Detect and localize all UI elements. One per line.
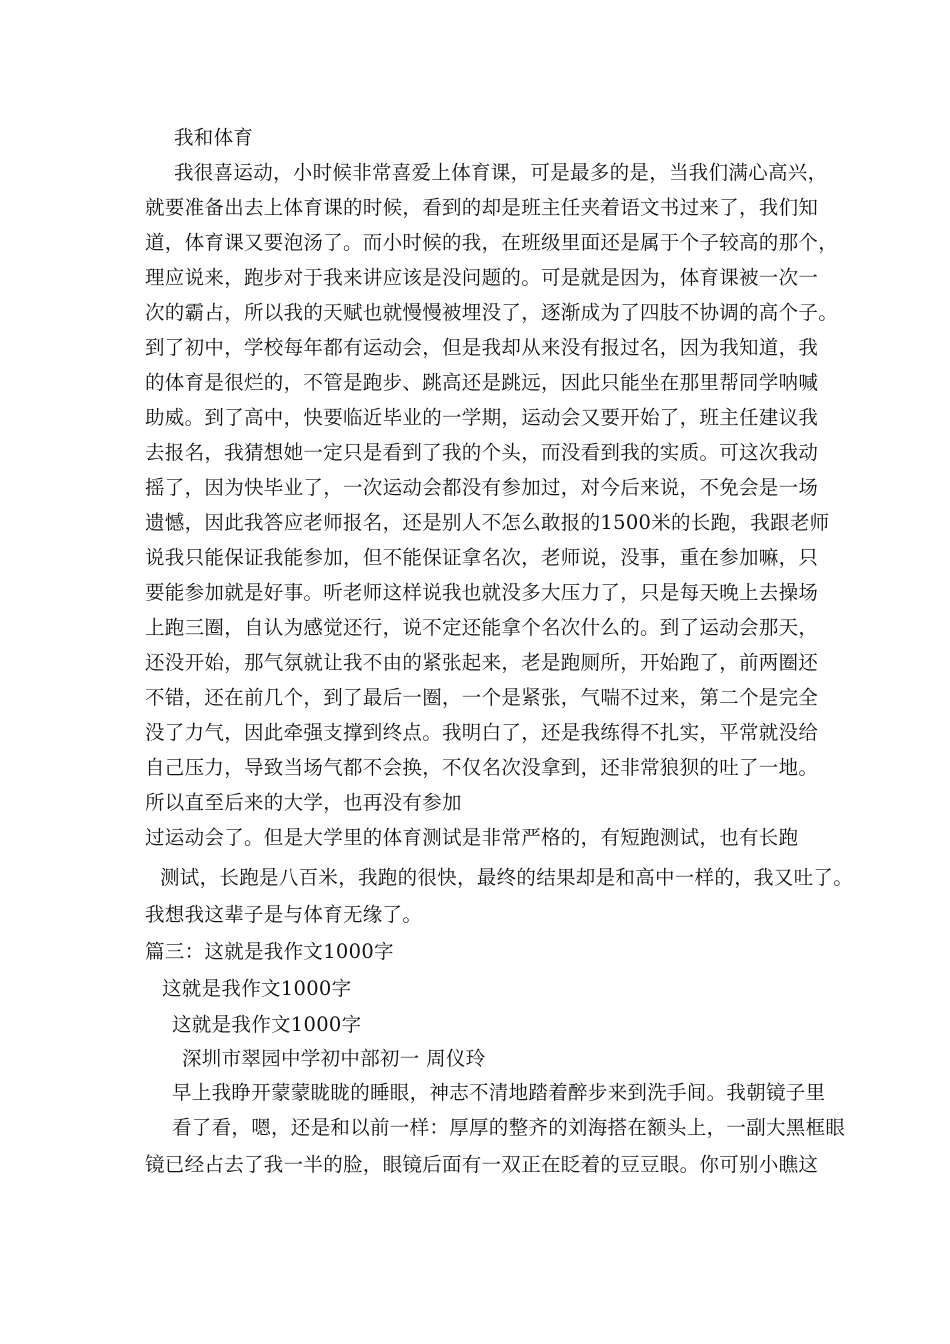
paragraph-line: 要能参加就是好事。听老师这样说我也就没多大压力了，只是每天晚上去操场 (145, 581, 819, 604)
paragraph-line: 助威。到了高中，快要临近毕业的一学期，运动会又要开始了，班主任建议我 (145, 406, 819, 429)
paragraph-line: 我很喜运动，小时候非常喜爱上体育课，可是最多的是，当我们满心高兴， (174, 161, 828, 184)
essay-title: 这就是我作文1000字 (172, 1013, 362, 1036)
paragraph-line: 说我只能保证我能参加，但不能保证拿名次，老师说，没事，重在参加嘛，只 (145, 546, 819, 569)
paragraph-line: 理应说来，跑步对于我来讲应该是没问题的。可是就是因为，体育课被一次一 (145, 266, 819, 289)
paragraph-line: 摇了，因为快毕业了，一次运动会都没有参加过，对今后来说，不免会是一场 (145, 476, 819, 499)
essay-title: 我和体育 (174, 126, 254, 149)
paragraph-line: 测试，长跑是八百米，我跑的很快，最终的结果却是和高中一样的，我又吐了。 (160, 866, 854, 889)
paragraph-line: 还没开始，那气氛就让我不由的紧张起来，老是跑厕所，开始跑了，前两圈还 (145, 651, 819, 674)
paragraph-line: 去报名，我猜想她一定只是看到了我的个头，而没看到我的实质。可这次我动 (145, 441, 819, 464)
paragraph-line: 的体育是很烂的，不管是跑步、跳高还是跳远，因此只能坐在那里帮同学呐喊 (145, 371, 819, 394)
paragraph-line: 到了初中，学校每年都有运动会，但是我却从来没有报过名，因为我知道，我 (145, 336, 819, 359)
paragraph-line: 道，体育课又要泡汤了。而小时候的我，在班级里面还是属于个子较高的那个， (145, 231, 839, 254)
paragraph-line: 看了看，嗯，还是和以前一样：厚厚的整齐的刘海搭在额头上，一副大黑框眼 (172, 1116, 846, 1139)
paragraph-line: 上跑三圈，自认为感觉还行，说不定还能拿个名次什么的。到了运动会那天， (145, 616, 819, 639)
paragraph-line: 次的霸占，所以我的天赋也就慢慢被埋没了，逐渐成为了四肢不协调的高个子。 (145, 301, 839, 324)
paragraph-line: 没了力气，因此牵强支撑到终点。我明白了，还是我练得不扎实，平常就没给 (145, 721, 819, 744)
paragraph-line: 镜已经占去了我一半的脸，眼镜后面有一双正在眨着的豆豆眼。你可别小瞧这 (145, 1153, 819, 1176)
paragraph-line: 自己压力，导致当场气都不会换，不仅名次没拿到，还非常狼狈的吐了一地。 (145, 756, 819, 779)
paragraph-line: 过运动会了。但是大学里的体育测试是非常严格的，有短跑测试，也有长跑 (145, 826, 799, 849)
section-heading: 这就是我作文1000字 (162, 977, 352, 1000)
author-line: 早上我睁开蒙蒙眬眬的睡眼，神志不清地踏着醉步来到洗手间。我朝镜子里 (172, 1081, 826, 1104)
paragraph-line: 篇三：这就是我作文1000字 (145, 940, 394, 963)
paragraph-line: 我想我这辈子是与体育无缘了。 (145, 903, 423, 926)
paragraph-line: 就要准备出去上体育课的时候，看到的却是班主任夹着语文书过来了，我们知 (145, 196, 819, 219)
paragraph-line: 所以直至后来的大学，也再没有参加 (145, 791, 462, 814)
paragraph-line: 遗憾，因此我答应老师报名，还是别人不怎么敢报的1500米的长跑，我跟老师 (145, 511, 830, 534)
essay-title: 深圳市翠园中学初中部初一 周仪玲 (182, 1047, 486, 1070)
paragraph-line: 不错，还在前几个，到了最后一圈，一个是紧张，气喘不过来，第二个是完全 (145, 686, 819, 709)
